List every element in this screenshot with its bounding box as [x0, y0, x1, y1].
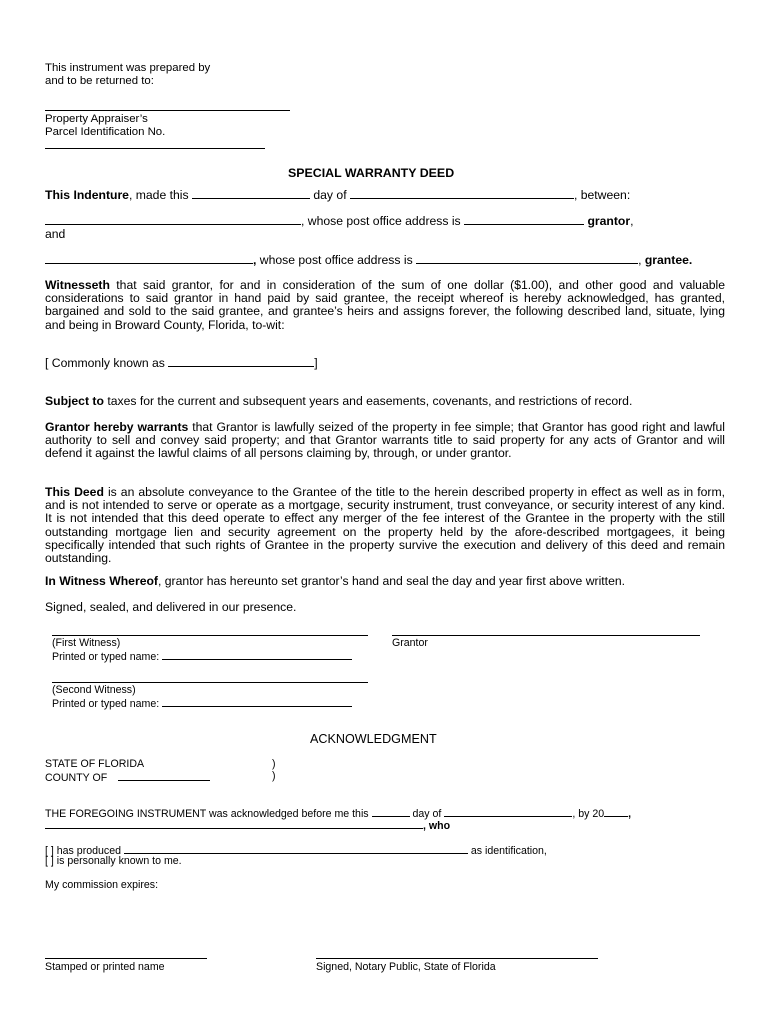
- made-this-text: , made this: [128, 188, 189, 202]
- ack-year-blank: [604, 806, 628, 817]
- first-witness-printed-line: [52, 649, 352, 664]
- commonly-known-close: ]: [314, 356, 318, 370]
- grantor-line: [45, 214, 633, 228]
- second-witness-printed-line: [52, 696, 352, 711]
- first-witness-printed-blank: [162, 649, 352, 660]
- witnesseth-paragraph: [45, 279, 725, 332]
- first-witness-printed-label: Printed or typed name:: [52, 651, 160, 663]
- between-text: , between:: [573, 188, 631, 202]
- and-word: and: [45, 227, 66, 241]
- grantor-comma: ,: [630, 214, 634, 228]
- grantor-label: grantor: [587, 214, 631, 228]
- grantor-name-blank: [45, 214, 301, 225]
- grantee-address-blank: [416, 253, 638, 264]
- grantor-address-blank: [464, 214, 584, 225]
- commonly-known-blank: [168, 356, 314, 367]
- witnesseth-text: that said grantor, for and in consideration of the sum of one dollar ($1.00), and other good and valuable considerations to said grantor in hand paid by said grantee, the receipt whereof is hereby acknowledged, has granted, bargained and sold to the said grantee, and grantee’s heirs and assigns forever, the following described land, situate, lying and being in Broward County, Florida, to-wit:: [45, 278, 726, 332]
- commonly-known-line: [45, 356, 318, 370]
- grantee-name-blank: [45, 253, 253, 264]
- indenture-lead: This Indenture: [45, 188, 129, 202]
- return-address-line: [45, 110, 290, 111]
- appraiser-line2: Parcel Identification No.: [45, 126, 166, 138]
- ack-month-blank: [444, 806, 572, 817]
- grantor-signature-line: [392, 635, 700, 636]
- appraiser-line1: Property Appraiser’s: [45, 113, 148, 125]
- foregoing-text: THE FOREGOING INSTRUMENT was acknowledged before me this: [45, 808, 369, 820]
- prepared-by-line1: This instrument was prepared by: [45, 62, 211, 74]
- prepared-by-line2: and to be returned to:: [45, 75, 154, 87]
- notary-signature-line: [316, 958, 598, 959]
- stamped-name-line: [45, 958, 207, 959]
- witnesseth-lead: Witnesseth: [45, 278, 110, 292]
- this-deed-text: is an absolute conveyance to the Grantee of the title to the herein described property in effect as well as in form, and is not intended to serve or operate as a mortgage, security instrument, trust conveyance, or security interest of any kind. It is not intended that this deed operate to effect any merger of the fee interest of the Grantee in the property with the still outstanding mortgage lien and security agreement on the property held by the afore-described mortgagees, it being specifically intended that such rights of Grantee in the property survive the execution and delivery of this deed and remain outstanding.: [45, 485, 726, 566]
- county-blank: [118, 770, 210, 781]
- as-identification-text: as identification,: [470, 845, 547, 857]
- personally-known-line: [ ] is personally known to me.: [45, 855, 182, 867]
- commission-expires-line: My commission expires:: [45, 879, 159, 891]
- state-label: STATE OF FLORIDA: [45, 758, 145, 770]
- in-witness-lead: In Witness Whereof: [45, 574, 158, 588]
- parcel-id-line: [45, 148, 265, 149]
- grantee-whose-text: whose post office address is: [259, 253, 413, 267]
- county-line: [45, 770, 210, 785]
- subject-to-lead: Subject to: [45, 394, 104, 408]
- second-witness-printed-blank: [162, 696, 352, 707]
- warranty-paragraph: [45, 421, 725, 461]
- identification-blank: [124, 843, 468, 854]
- county-label: COUNTY OF: [45, 772, 108, 784]
- ack-who: , who: [423, 820, 451, 832]
- this-deed-paragraph: [45, 486, 725, 565]
- grantee-comma: ,: [253, 253, 257, 267]
- first-witness-signature-line: [52, 635, 368, 636]
- grantee-label: grantee.: [644, 253, 693, 267]
- notary-signature-label: Signed, Notary Public, State of Florida: [316, 961, 496, 973]
- in-witness-line: [45, 575, 625, 588]
- ack-who-line: [45, 818, 450, 833]
- grantor-signature-label: Grantor: [392, 637, 428, 649]
- has-produced-text: [ ] has produced: [45, 845, 121, 857]
- state-paren: ): [272, 758, 276, 770]
- second-witness-printed-label: Printed or typed name:: [52, 698, 160, 710]
- grantee-line: [45, 253, 692, 267]
- ack-day-of: day of: [412, 808, 442, 820]
- in-witness-text: , grantor has hereunto set grantor’s hand and seal the day and year first above written.: [157, 574, 626, 588]
- commonly-known-open: [ Commonly known as: [45, 356, 165, 370]
- ack-by-20: , by 20: [572, 808, 605, 820]
- ack-comma: ,: [628, 808, 632, 820]
- acknowledgment-title: ACKNOWLEDGMENT: [310, 732, 437, 746]
- ack-name-blank: [45, 818, 423, 829]
- this-deed-lead: This Deed: [45, 485, 104, 499]
- document-title: SPECIAL WARRANTY DEED: [288, 166, 455, 180]
- first-witness-label: (First Witness): [52, 637, 121, 649]
- indenture-date-blank: [192, 188, 310, 199]
- indenture-line: [45, 188, 630, 202]
- stamped-name-label: Stamped or printed name: [45, 961, 165, 973]
- day-of-text: day of: [313, 188, 347, 202]
- grantee-comma2: ,: [638, 253, 642, 267]
- warranty-lead: Grantor hereby warrants: [45, 420, 189, 434]
- signed-sealed-line: Signed, sealed, and delivered in our presence.: [45, 600, 297, 614]
- second-witness-signature-line: [52, 682, 368, 683]
- second-witness-label: (Second Witness): [52, 684, 136, 696]
- subject-to-text: taxes for the current and subsequent years and easements, covenants, and restrictions of record.: [107, 394, 633, 408]
- grantor-whose-text: , whose post office address is: [301, 214, 461, 228]
- warranty-text: that Grantor is lawfully seized of the property in fee simple; that Grantor has good right and lawful authority to sell and convey said property; and that Grantor warrants title to said property for any acts of Grantor and will defend it against the lawful claims of all persons claiming by, through, or under grantor.: [45, 420, 725, 461]
- county-paren: ): [272, 770, 276, 782]
- subject-to-paragraph: [45, 395, 725, 408]
- indenture-month-blank: [350, 188, 574, 199]
- ack-day-blank: [372, 806, 410, 817]
